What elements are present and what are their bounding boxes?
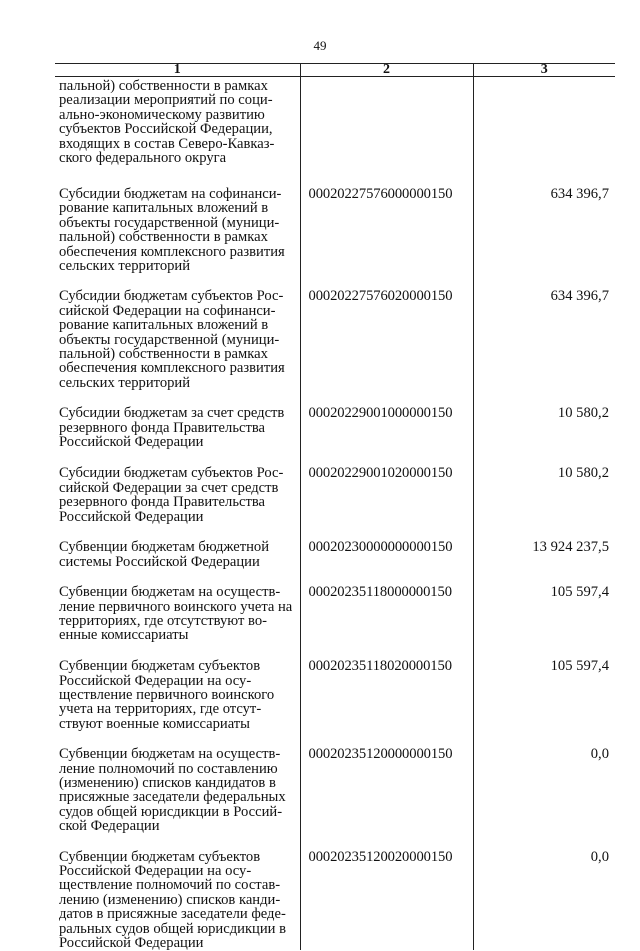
page-number: 49 (313, 38, 327, 53)
row-name: Субсидии бюджетам субъектов Рос-сийской Федерации за счет средств резервного фонда Правительства Российской Федерации (59, 465, 284, 525)
row-value: 105 597,4 (473, 643, 615, 731)
table-row (55, 643, 615, 731)
row-name: Субсидии бюджетам субъектов Рос-сийской Федерации на софинанси-рование капитальных вложений в объекты государственной (муници-пальной) собственности в рамках обеспечения комплексного развития сельских территорий (59, 288, 285, 391)
row-code: 00020235120020000150 (300, 834, 473, 951)
row-code: 00020227576020000150 (300, 273, 473, 390)
table-row (55, 171, 615, 273)
table-row (55, 273, 615, 390)
table-row (55, 390, 615, 450)
row-value (473, 77, 615, 172)
column-header-3: 3 (473, 64, 615, 77)
row-value: 634 396,7 (473, 171, 615, 273)
row-value: 105 597,4 (473, 569, 615, 643)
row-value: 10 580,2 (473, 390, 615, 450)
row-value: 634 396,7 (473, 273, 615, 390)
row-code (300, 77, 473, 172)
row-code: 00020235118020000150 (300, 643, 473, 731)
row-code: 00020230000000000150 (300, 524, 473, 569)
table-header-row (55, 64, 615, 77)
row-name: Субвенции бюджетам на осуществ-ление первичного воинского учета на территориях, где отсутствуют во-енные комиссариаты (59, 584, 293, 644)
table-row (55, 834, 615, 951)
column-header-2: 2 (300, 64, 473, 77)
row-code: 00020229001020000150 (300, 450, 473, 524)
row-name: пальной) собственности в рамках реализации мероприятий по соци-ально-экономическому развитию субъектов Российской Федерации, входящих в состав Северо-Кавказ-ского федерального округа (59, 78, 275, 167)
row-value: 0,0 (473, 834, 615, 951)
table-row (55, 569, 615, 643)
row-name: Субвенции бюджетам на осуществ-ление полномочий по составлению (изменению) списков кандидатов в присяжные заседатели федеральных судов общей юрисдикции в Россий-ской Федерации (59, 746, 286, 835)
table-row (55, 450, 615, 524)
row-code: 00020229001000000150 (300, 390, 473, 450)
row-value: 0,0 (473, 731, 615, 833)
table-row (55, 731, 615, 833)
row-name: Субвенции бюджетам субъектов Российской Федерации на осу-ществление полномочий по состав-лению (изменению) списков канди-датов в присяжные заседатели феде-ральных судов общей юрисдикции в Российской Федерации (59, 848, 287, 951)
row-code: 00020235120000000150 (300, 731, 473, 833)
row-value: 13 924 237,5 (473, 524, 615, 569)
table-row (55, 77, 615, 172)
row-name: Субсидии бюджетам на софинанси-рование капитальных вложений в объекты государственной (муници-пальной) собственности в рамках обеспечения комплексного развития сельских территорий (59, 186, 285, 275)
row-code: 00020235118000000150 (300, 569, 473, 643)
table-row (55, 524, 615, 569)
budget-table (55, 63, 615, 950)
row-value: 10 580,2 (473, 450, 615, 524)
row-name: Субвенции бюджетам бюджетной системы Российской Федерации (59, 539, 270, 570)
row-name: Субвенции бюджетам субъектов Российской Федерации на осу-ществление первичного воинского учета на территориях, где отсут-ствуют военные комиссариаты (59, 658, 275, 732)
row-name: Субсидии бюджетам за счет средств резервного фонда Правительства Российской Федерации (59, 405, 285, 451)
row-code: 00020227576000000150 (300, 171, 473, 273)
column-header-1: 1 (55, 64, 300, 77)
